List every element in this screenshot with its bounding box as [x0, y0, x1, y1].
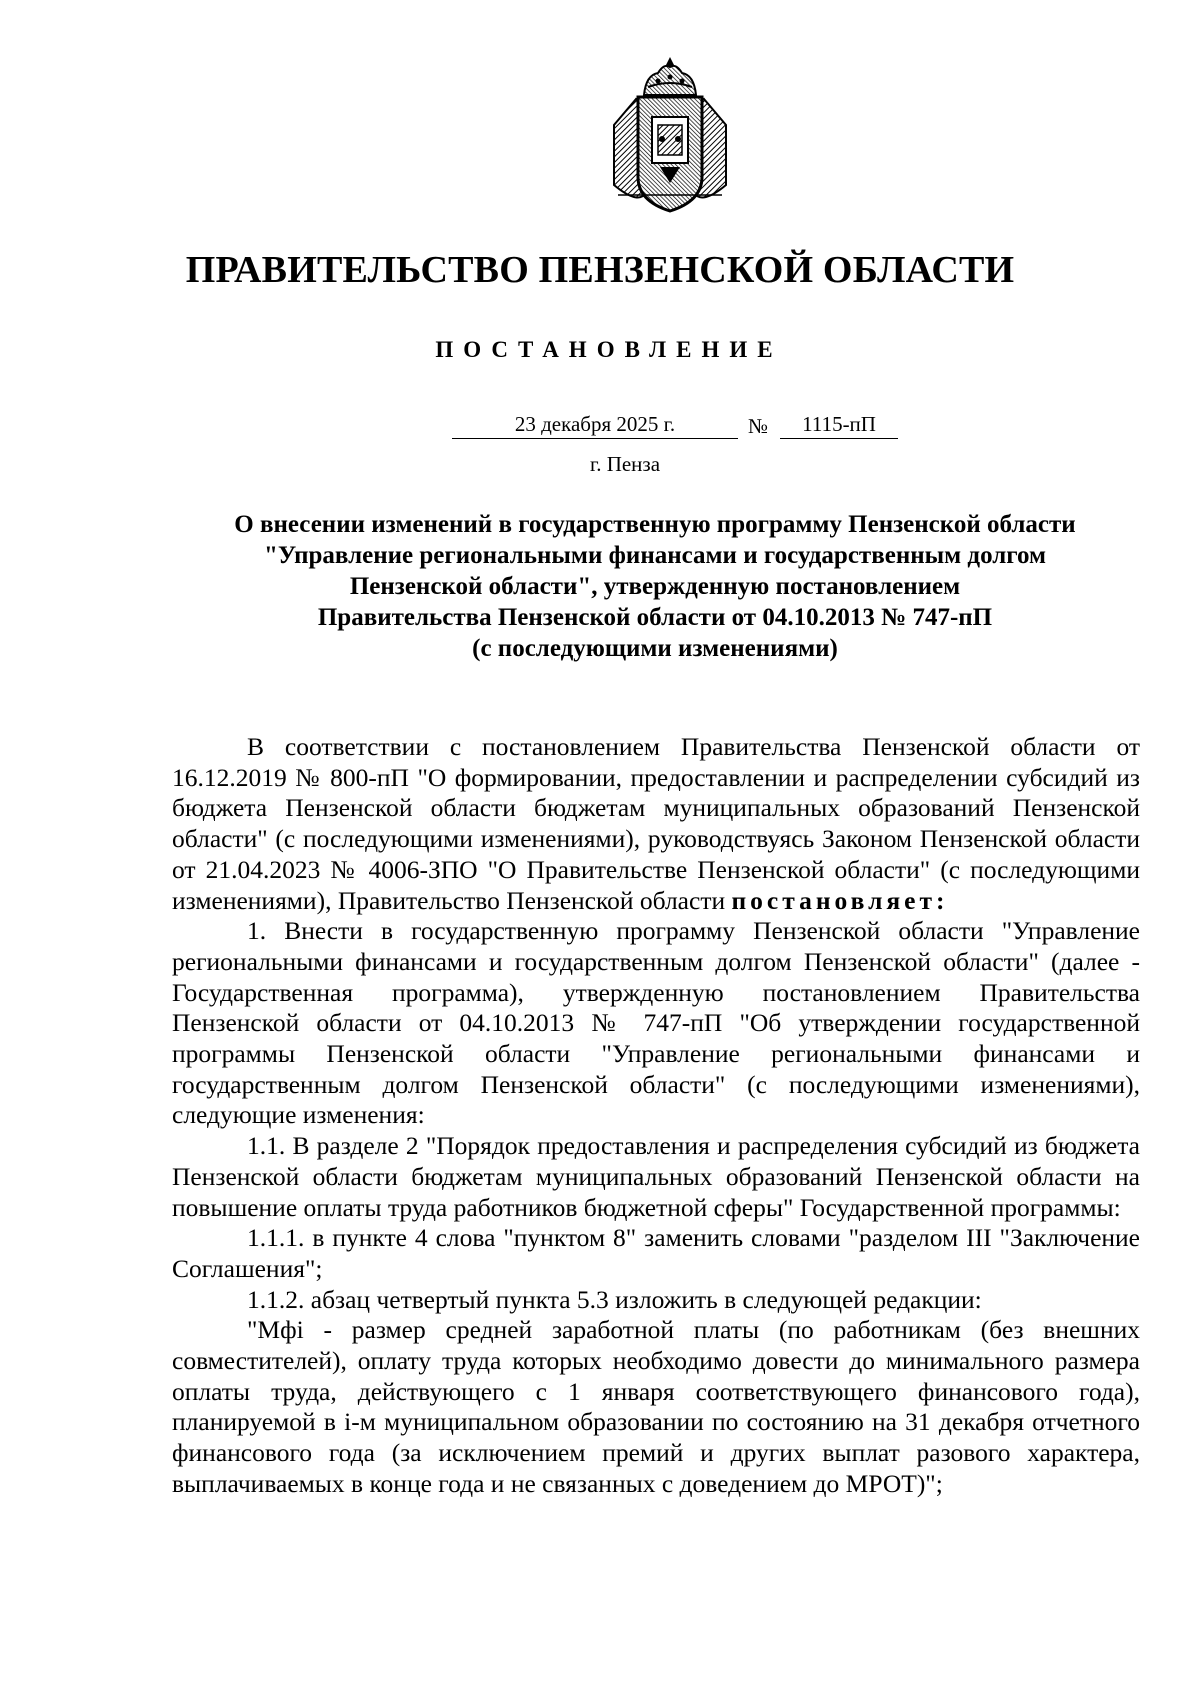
subject-line: "Управление региональными финансами и государственным долгом: [263, 542, 1047, 569]
document-subject: [170, 509, 1140, 664]
subject-line: О внесении изменений в государственную программу Пензенской области: [234, 511, 1076, 538]
government-title: ПРАВИТЕЛЬСТВО ПЕНЗЕНСКОЙ ОБЛАСТИ: [185, 249, 1015, 291]
item-1-1-paragraph: 1.1. В разделе 2 "Порядок предоставления и распределения субсидий из бюджета Пензенской области бюджетам муниципальных образований Пензенской области на повышение оплаты труда работников бюджетной сферы" Государственной программы:: [172, 1131, 1140, 1222]
city: г. Пенза: [589, 452, 661, 476]
document-date: 23 декабря 2025 г.: [452, 412, 738, 439]
subject-line: Пензенской области", утвержденную постановлением: [349, 573, 961, 600]
number-sign: №: [748, 414, 769, 438]
preamble-text: В соответствии с постановлением Правительства Пензенской области от 16.12.2019 № 800-пП "О формировании, предоставлении и распределении субсидий из бюджета Пензенской области бюджетам муниципальных образований Пензенской области" (с последующими изменениями), руководствуясь Законом Пензенской области от 21.04.2023 № 4006-ЗПО "О Правительстве Пензенской области" (с последующими изменениями), Правительство Пензенской области: [172, 732, 1140, 915]
document-type: ПОСТАНОВЛЕНИЕ: [435, 337, 783, 362]
document-number: 1115-пП: [780, 412, 898, 439]
document-body: [172, 732, 1140, 1500]
item-1-paragraph: 1. Внести в государственную программу Пензенской области "Управление региональными финансами и государственным долгом Пензенской области" (далее - Государственная программа), утвержденную постановлением Правительства Пензенской области от 04.10.2013 № 747-пП "Об утверждении государственной программы Пензенской области "Управление региональными финансами и государственным долгом Пензенской области" (с последующими изменениями), следующие изменения:: [172, 916, 1140, 1130]
quote-paragraph: "Мфі - размер средней заработной платы (по работникам (без внешних совместителей), оплату труда которых необходимо довести до минимального размера оплаты труда, действующего с 1 января соответствующего финансового года), планируемой в і-м муниципальном образовании по состоянию на 31 декабря отчетного финансового года (за исключением премий и других выплат разового характера, выплачиваемых в конце года и не связанных с доведением до МРОТ)";: [172, 1315, 1140, 1498]
resolves-keyword: постановляет:: [731, 885, 949, 915]
date-number-line: [452, 412, 898, 439]
item-1-1-2-paragraph: 1.1.2. абзац четвертый пункта 5.3 изложить в следующей редакции:: [247, 1284, 982, 1314]
item-1-1-1-paragraph: 1.1.1. в пункте 4 слова "пунктом 8" заменить словами "разделом III "Заключение Соглашения";: [172, 1223, 1140, 1283]
coat-of-arms-icon: [608, 55, 732, 215]
preamble-paragraph: [172, 732, 1140, 916]
subject-line: (с последующими изменениями): [472, 635, 838, 662]
subject-line: Правительства Пензенской области от 04.10.2013 № 747-пП: [317, 604, 993, 631]
